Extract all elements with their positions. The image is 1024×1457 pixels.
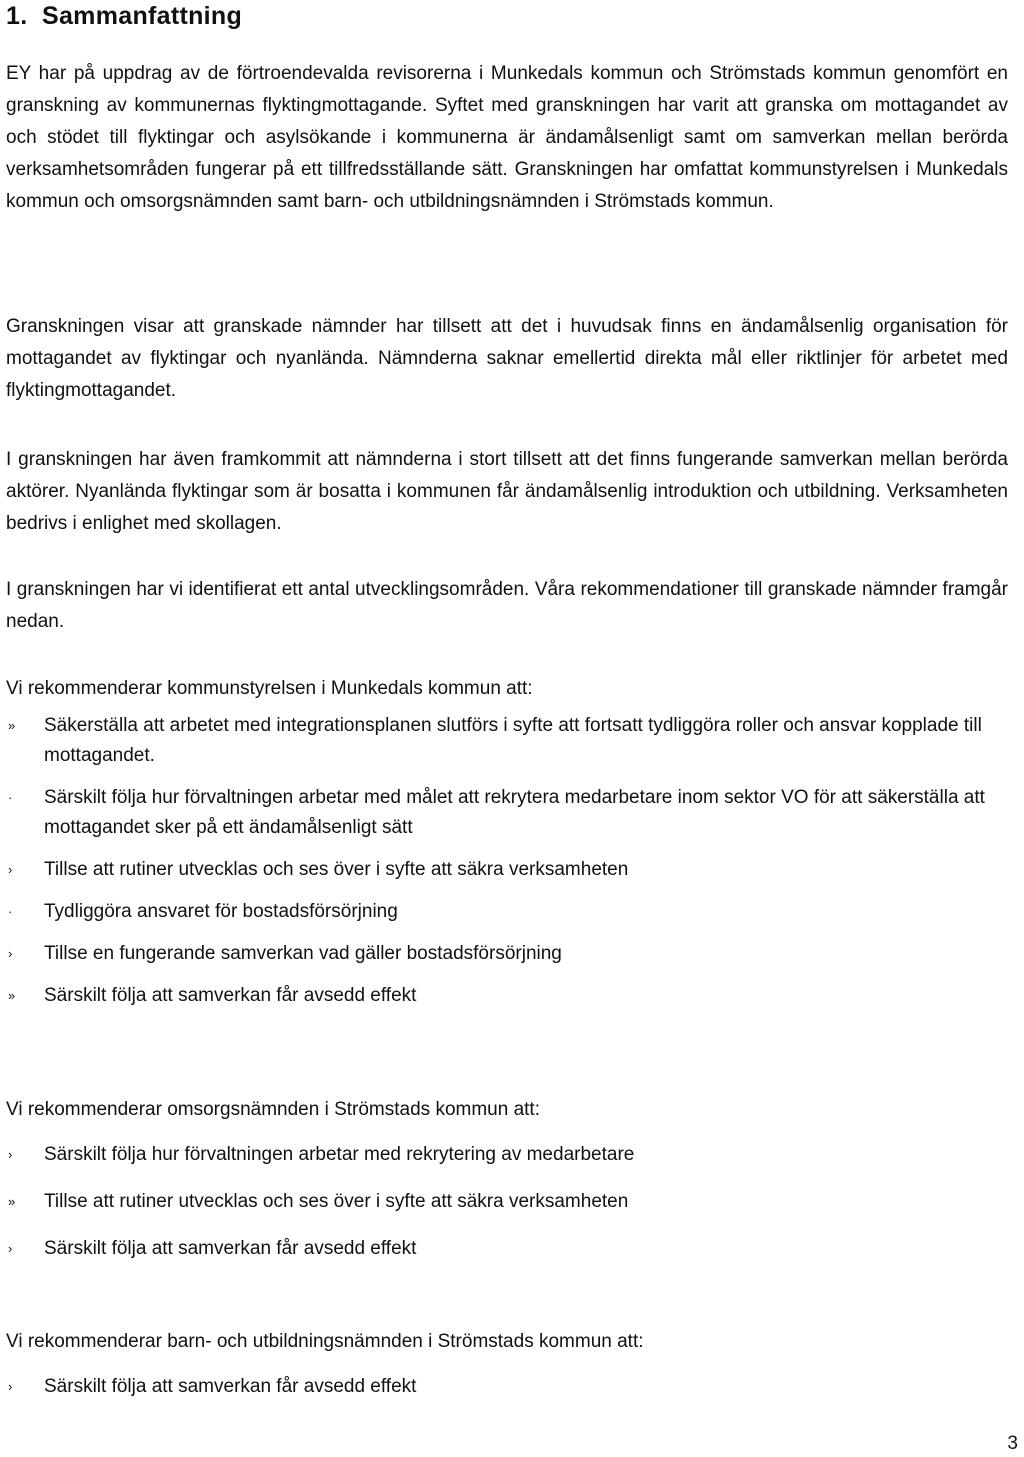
list-item-text: Tillse att rutiner utvecklas och ses över i syfte att säkra verksamheten [44, 859, 629, 880]
list-item [6, 1140, 1008, 1170]
recommendation-heading-barn-utbildning: Vi rekommenderar barn- och utbildningsnämnden i Strömstads kommun att: [6, 1331, 644, 1352]
recommendation-heading-munkedal: Vi rekommenderar kommunstyrelsen i Munkedals kommun att: [6, 678, 533, 699]
list-item-text: Särskilt följa hur förvaltningen arbetar med rekrytering av medarbetare [44, 1144, 635, 1165]
list-item-text: Tillse en fungerande samverkan vad gäller bostadsförsörjning [44, 943, 562, 964]
list-item [6, 1372, 1008, 1402]
paragraph-development-areas: I granskningen har vi identifierat ett antal utvecklingsområden. Våra rekommendationer till granskade nämnder framgår nedan. [6, 579, 1008, 632]
bullet-mark: › [8, 1379, 13, 1394]
bullet-mark: · [8, 790, 13, 805]
list-item [6, 711, 1008, 771]
list-item [6, 855, 1008, 885]
paragraph-findings: Granskningen visar att granskade nämnder har tillsett att det i huvudsak finns en ändamålsenlig organisation för mottagandet av flyktingar och nyanlända. Nämnderna saknar emellertid direkta mål eller riktlinjer för arbetet med flyktingmottagandet. [6, 316, 1008, 401]
list-item [6, 1234, 1008, 1264]
paragraph-intro: EY har på uppdrag av de förtroendevalda revisorerna i Munkedals kommun och Strömstads kommun genomfört en granskning av kommunernas flyktingmottagande. Syftet med granskningen har varit att granska om mottagandet av och stödet till flyktingar och asylsökande i kommunerna är ändamålsenligt samt om samverkan mellan berörda verksamhetsområden fungerar på ett tillfredsställande sätt. Granskningen har omfattat kommunstyrelsen i Munkedals kommun och omsorgsnämnden samt barn- och utbildningsnämnden i Strömstads kommun. [6, 63, 1008, 212]
recommendation-list-barn-utbildning [6, 1372, 1008, 1402]
list-item [6, 783, 1008, 843]
bullet-mark: › [8, 1241, 13, 1256]
recommendation-list-munkedal [6, 711, 1008, 1011]
paragraph-cooperation: I granskningen har även framkommit att nämnderna i stort tillsett att det finns fungerande samverkan mellan berörda aktörer. Nyanlända flyktingar som är bosatta i kommunen får ändamålsenlig introduktion och utbildning. Verksamheten bedrivs i enlighet med skollagen. [6, 449, 1008, 534]
bullet-mark: › [8, 946, 13, 961]
list-item-text: Tydliggöra ansvaret för bostadsförsörjning [44, 901, 398, 922]
bullet-mark: › [8, 1147, 13, 1162]
bullet-mark: » [8, 718, 16, 733]
list-item [6, 1187, 1008, 1217]
bullet-mark: » [8, 1194, 16, 1209]
bullet-mark: · [8, 904, 13, 919]
list-item-text: Säkerställa att arbetet med integrationsplanen slutförs i syfte att fortsatt tydliggöra roller och ansvar kopplade till mottagandet. [44, 715, 982, 766]
list-item-text: Särskilt följa att samverkan får avsedd effekt [44, 1238, 417, 1259]
list-item-text: Särskilt följa hur förvaltningen arbetar med målet att rekrytera medarbetare inom sektor VO för att säkerställa att mottagandet sker på ett ändamålsenligt sätt [44, 787, 985, 838]
list-item-text: Särskilt följa att samverkan får avsedd effekt [44, 1376, 417, 1397]
bullet-mark: » [8, 988, 16, 1003]
list-item-text: Tillse att rutiner utvecklas och ses över i syfte att säkra verksamheten [44, 1191, 629, 1212]
section-heading [6, 2, 242, 31]
bullet-mark: › [8, 862, 13, 877]
list-item [6, 981, 1008, 1011]
list-item [6, 897, 1008, 927]
list-item-text: Särskilt följa att samverkan får avsedd effekt [44, 985, 417, 1006]
page-number: 3 [1007, 1433, 1018, 1454]
recommendation-heading-omsorg: Vi rekommenderar omsorgsnämnden i Strömstads kommun att: [6, 1099, 540, 1120]
section-title: Sammanfattning [42, 2, 243, 30]
recommendation-list-omsorg [6, 1140, 1008, 1264]
section-number: 1. [6, 2, 28, 30]
list-item [6, 939, 1008, 969]
